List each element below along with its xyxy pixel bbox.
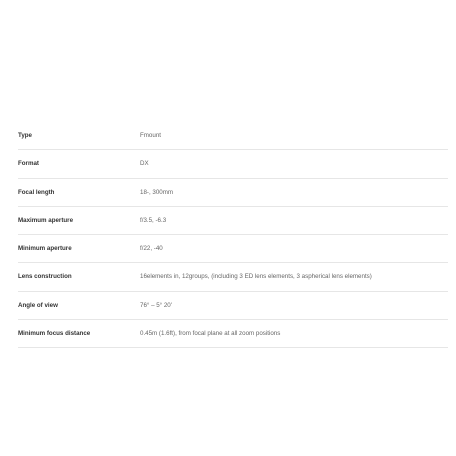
spec-row-maximum-aperture bbox=[18, 207, 448, 235]
spec-value: f/22, -40 bbox=[140, 245, 163, 253]
spec-row-focal-length bbox=[18, 179, 448, 207]
spec-value: f/3.5, -6.3 bbox=[140, 216, 167, 224]
spec-label: Minimum aperture bbox=[18, 245, 72, 253]
spec-value: 0.45m (1.6ft), from focal plane at all zoom positions bbox=[140, 330, 281, 338]
spec-value: Fmount bbox=[140, 132, 161, 139]
spec-value: 16elements in, 12groups, (including 3 ED lens elements, 3 aspherical lens elements) bbox=[140, 273, 372, 281]
spec-value: 18-, 300mm bbox=[140, 188, 174, 196]
spec-row-minimum-aperture bbox=[18, 235, 448, 263]
spec-row-format bbox=[18, 150, 448, 178]
spec-label: Minimum focus distance bbox=[18, 330, 91, 338]
spec-row-type bbox=[18, 122, 448, 150]
spec-label: Angle of view bbox=[18, 301, 58, 309]
spec-row-angle-of-view bbox=[18, 292, 448, 320]
spec-row-lens-construction bbox=[18, 263, 448, 291]
spec-label: Maximum aperture bbox=[18, 216, 74, 224]
spec-value: 76° – 5° 20' bbox=[140, 301, 172, 309]
spec-label: Format bbox=[18, 160, 39, 168]
spec-value: DX bbox=[140, 160, 149, 168]
spec-row-minimum-focus-distance bbox=[18, 320, 448, 348]
spec-label: Lens construction bbox=[18, 273, 72, 281]
spec-label: Focal length bbox=[18, 188, 55, 196]
specs-table bbox=[18, 122, 448, 348]
spec-label: Type bbox=[18, 132, 32, 139]
